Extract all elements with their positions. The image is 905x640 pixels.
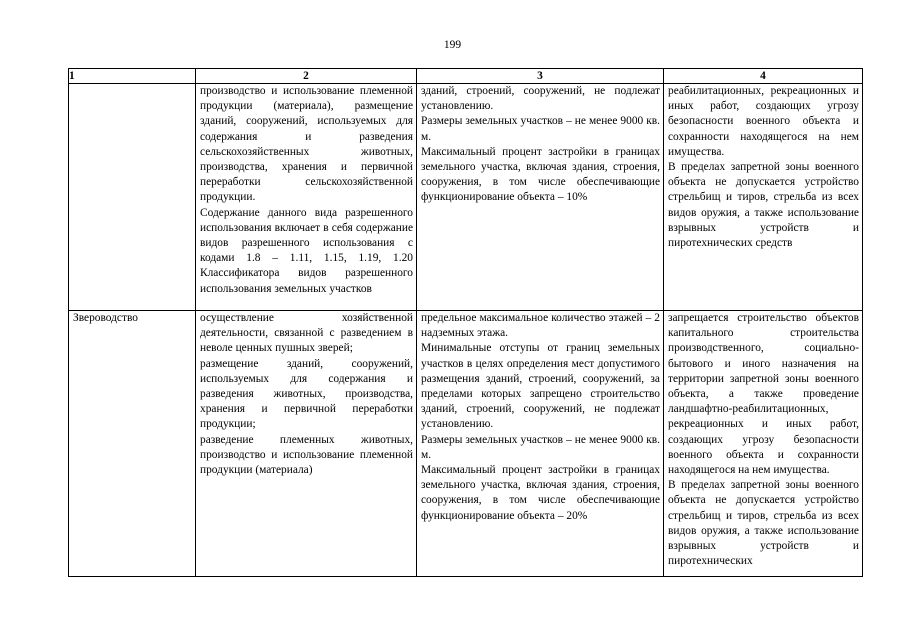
cell-content [421,84,660,206]
cell-paragraph: предельное максимальное количество этажей – 2 надземных этажа. [421,312,660,340]
cell-paragraph: Содержание данного вида разрешенного использования включает в себя содержание видов разрешенного использования с кодами 1.8 – 1.11, 1.15, 1.19, 1.20 Классификатора видов разрешенного использования земельных участков [200,206,413,295]
page-number: 199 [443,39,462,51]
table-cell [196,84,417,311]
cell-paragraph: В пределах запретной зоны военного объекта не допускается устройство стрельбищ и тиров, стрельба из всех видов оружия, а также использование взрывных устройств и пиротехнических [668,479,859,568]
column-header-3: 3 [417,69,664,84]
cell-content [200,311,413,478]
cell-paragraph: Минимальные отступы от границ земельных участков в целях определения мест допустимого размещения зданий, строений, сооружений, за пределами которых запрещено строительство зданий, строений, сооружений, не подлежат установлению. [421,342,660,431]
cell-paragraph: Размеры земельных участков – не менее 9000 кв. м. [421,433,660,461]
cell-paragraph: производство и использование племенной продукции (материала), размещение зданий, сооружений, используемых для содержания и разведения сельскохозяйственных животных, производства, хранения и первичной переработки сельскохозяйственной продукции. [200,85,413,204]
cell-content [200,84,413,297]
cell-content [421,311,660,524]
column-header-2: 2 [196,69,417,84]
table-cell [196,311,417,577]
cell-paragraph: реабилитационных, рекреационных и иных работ, создающих угрозу безопасности военного объекта и сохранности находящегося на нем имущества. [668,85,859,158]
header-row [69,69,863,84]
cell-paragraph: размещение зданий, сооружений, используемых для содержания и разведения животных, производства, хранения и первичной переработки продукции; [200,357,413,431]
cell-content [668,311,859,569]
table-cell [417,84,664,311]
table-row [69,311,863,577]
table-cell [664,311,863,577]
cell-content [73,311,192,326]
table-cell [664,84,863,311]
cell-paragraph: Звероводство [73,312,138,324]
cell-paragraph: Максимальный процент застройки в границах земельного участка, включая здания, строения, сооружения, в том числе обеспечивающие функционирование объекта – 20% [421,464,660,522]
cell-paragraph: разведение племенных животных, производство и использование племенной продукции (материала) [200,433,413,477]
cell-paragraph: Максимальный процент застройки в границах земельного участка, включая здания, строения, сооружения, в том числе обеспечивающие функционирование объекта – 10% [421,145,660,204]
cell-paragraph: Размеры земельных участков – не менее 9000 кв. м. [421,115,660,143]
table-cell [69,311,196,577]
cell-content [668,84,859,251]
cell-paragraph: В пределах запретной зоны военного объекта не допускается устройство стрельбищ и тиров, стрельба из всех видов оружия, а также использование взрывных устройств и пиротехнических средств [668,161,859,250]
column-header-1: 1 [69,69,196,84]
table-cell [69,84,196,311]
column-header-4: 4 [664,69,863,84]
land-use-table [68,68,863,577]
table-row [69,84,863,311]
cell-paragraph: осуществление хозяйственной деятельности, связанной с разведением в неволе ценных пушных зверей; [200,312,413,355]
cell-paragraph: запрещается строительство объектов капитального строительства производственного, социально-бытового и иного назначения на территории запретной зоны военного объекта, а также проведение ландшафтно-реабилитационных, рекреационных и иных работ, создающих угрозу безопасности военного объекта и сохранности находящегося на нем имущества. [668,312,859,477]
cell-paragraph: зданий, строений, сооружений, не подлежат установлению. [421,85,660,113]
table-cell [417,311,664,577]
